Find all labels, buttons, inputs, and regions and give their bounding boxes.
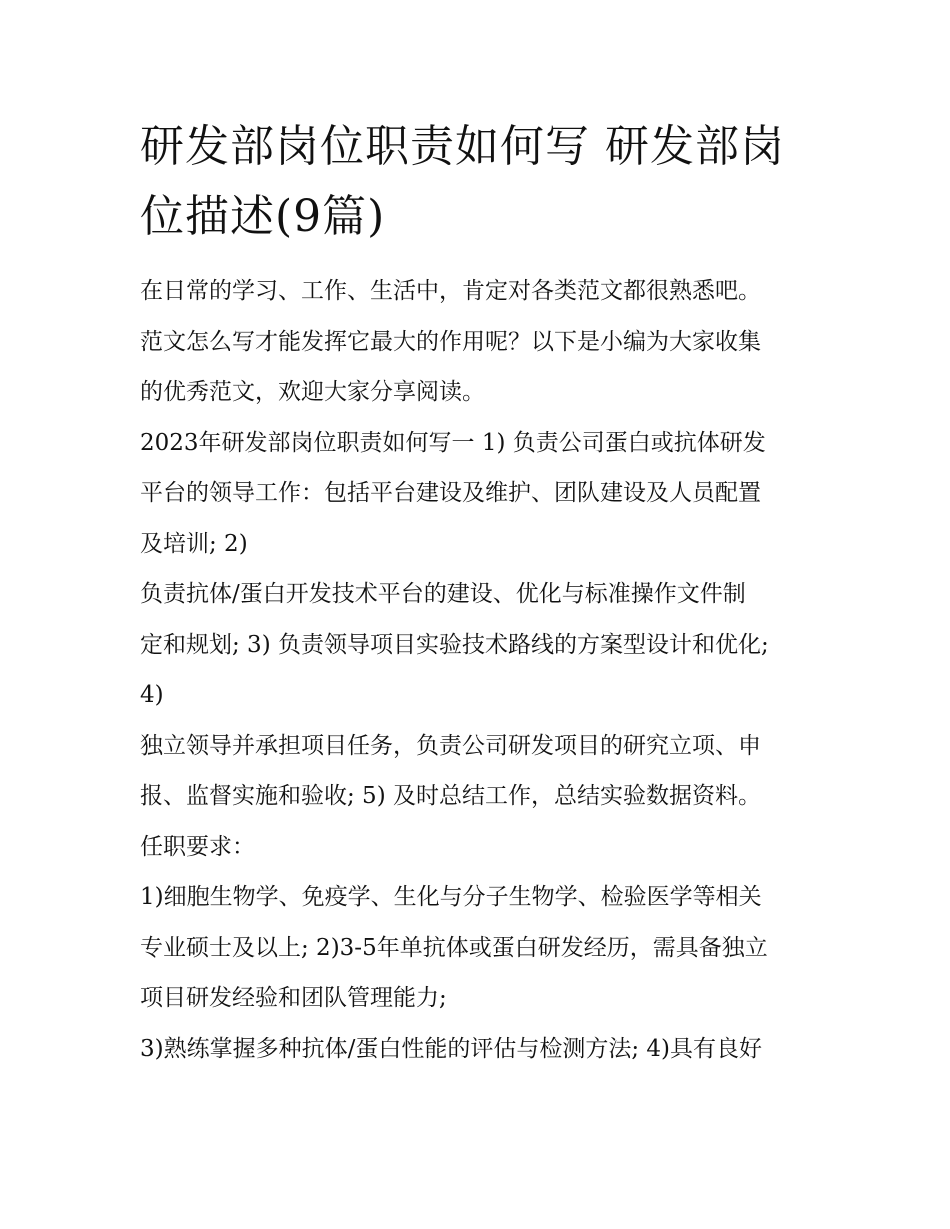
body-line: 范文怎么写才能发挥它最大的作用呢？以下是小编为大家收集 — [140, 328, 761, 355]
body-line: 的优秀范文，欢迎大家分享阅读。 — [140, 379, 485, 405]
body-line: 在日常的学习、工作、生活中，肯定对各类范文都很熟悉吧。 — [140, 278, 761, 304]
document-title: 研发部岗位职责如何写 研发部岗位描述(9篇) — [140, 121, 785, 242]
body-line: 3)熟练掌握多种抗体/蛋白性能的评估与检测方法; 4)具有良好 — [140, 1035, 763, 1062]
body-line: 4) — [140, 682, 164, 708]
body-line: 负责抗体/蛋白开发技术平台的建设、优化与标准操作文件制 — [140, 581, 746, 607]
body-line: 专业硕士及以上; 2)3-5年单抗体或蛋白研发经历，需具备独立 — [140, 934, 768, 961]
body-line: 2023年研发部岗位职责如何写一 1) 负责公司蛋白或抗体研发 — [140, 429, 766, 456]
body-line: 1)细胞生物学、免疫学、生化与分子生物学、检验医学等相关 — [140, 884, 762, 910]
body-line: 项目研发经验和团队管理能力; — [140, 985, 447, 1011]
body-line: 独立领导并承担项目任务，负责公司研发项目的研究立项、申 — [140, 732, 761, 759]
document-page — [140, 112, 815, 1074]
body-line: 及培训; 2) — [140, 530, 248, 557]
document-body — [140, 266, 815, 1074]
body-line: 报、监督实施和验收; 5) 及时总结工作，总结实验数据资料。 — [140, 783, 761, 809]
body-line: 定和规划; 3) 负责领导项目实验技术路线的方案型设计和优化; — [140, 631, 769, 658]
body-line: 平台的领导工作：包括平台建设及维护、团队建设及人员配置 — [140, 480, 761, 506]
body-line: 任职要求： — [140, 833, 255, 860]
